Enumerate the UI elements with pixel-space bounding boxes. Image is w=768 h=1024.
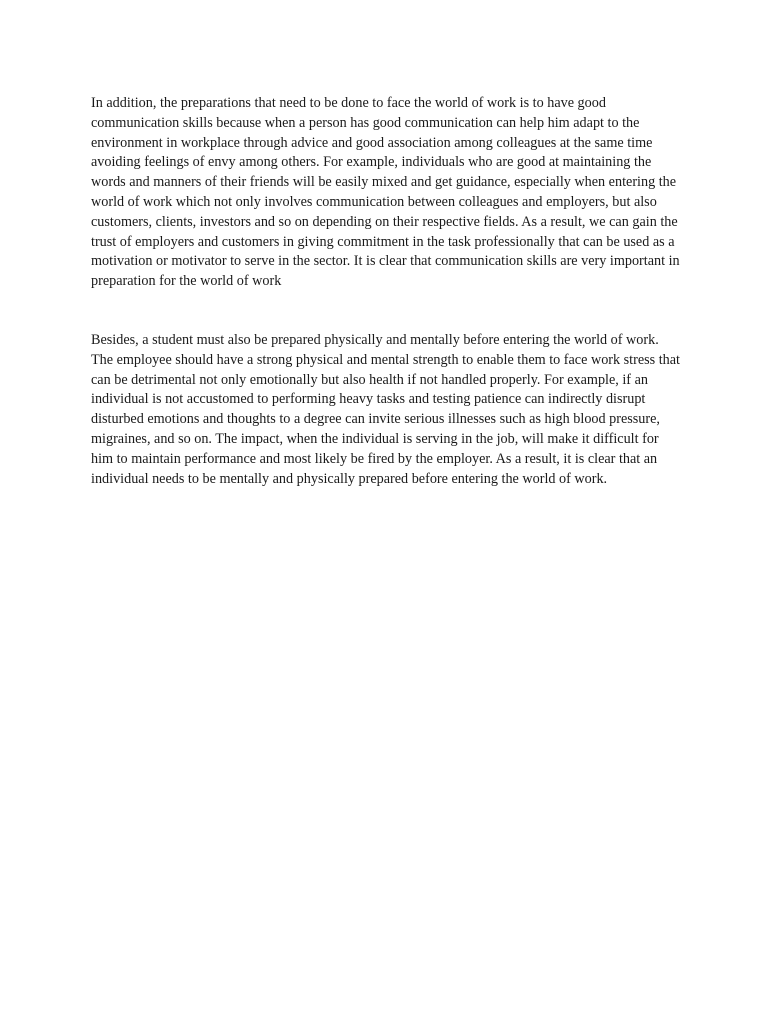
paragraph-communication-skills: In addition, the preparations that need to be done to face the world of work is to have good communication skills because when a person has good communication can help him adapt to the environment in workplace through advice and good association among colleagues at the same time avoiding feelings of envy among others. For example, individuals who are good at maintaining the words and manners of their friends will be easily mixed and get guidance, especially when entering the world of work which not only involves communication between colleagues and employers, but also customers, clients, investors and so on depending on their respective fields. As a result, we can gain the trust of employers and customers in giving commitment in the task professionally that can be used as a motivation or motivator to serve in the sector. It is clear that communication skills are very important in preparation for the world of work [91,95,680,290]
paragraph-physical-mental-preparation: Besides, a student must also be prepared physically and mentally before entering the world of work. The employee should have a strong physical and mental strength to enable them to face work stress that can be detrimental not only emotionally but also health if not handled properly. For example, if an individual is not accustomed to performing heavy tasks and testing patience can indirectly disrupt disturbed emotions and thoughts to a degree can invite serious illnesses such as high blood pressure, migraines, and so on. The impact, when the individual is serving in the job, will make it difficult for him to maintain performance and most likely be fired by the employer. As a result, it is clear that an individual needs to be mentally and physically prepared before entering the world of work. [91,331,681,487]
document-body [91,94,681,489]
